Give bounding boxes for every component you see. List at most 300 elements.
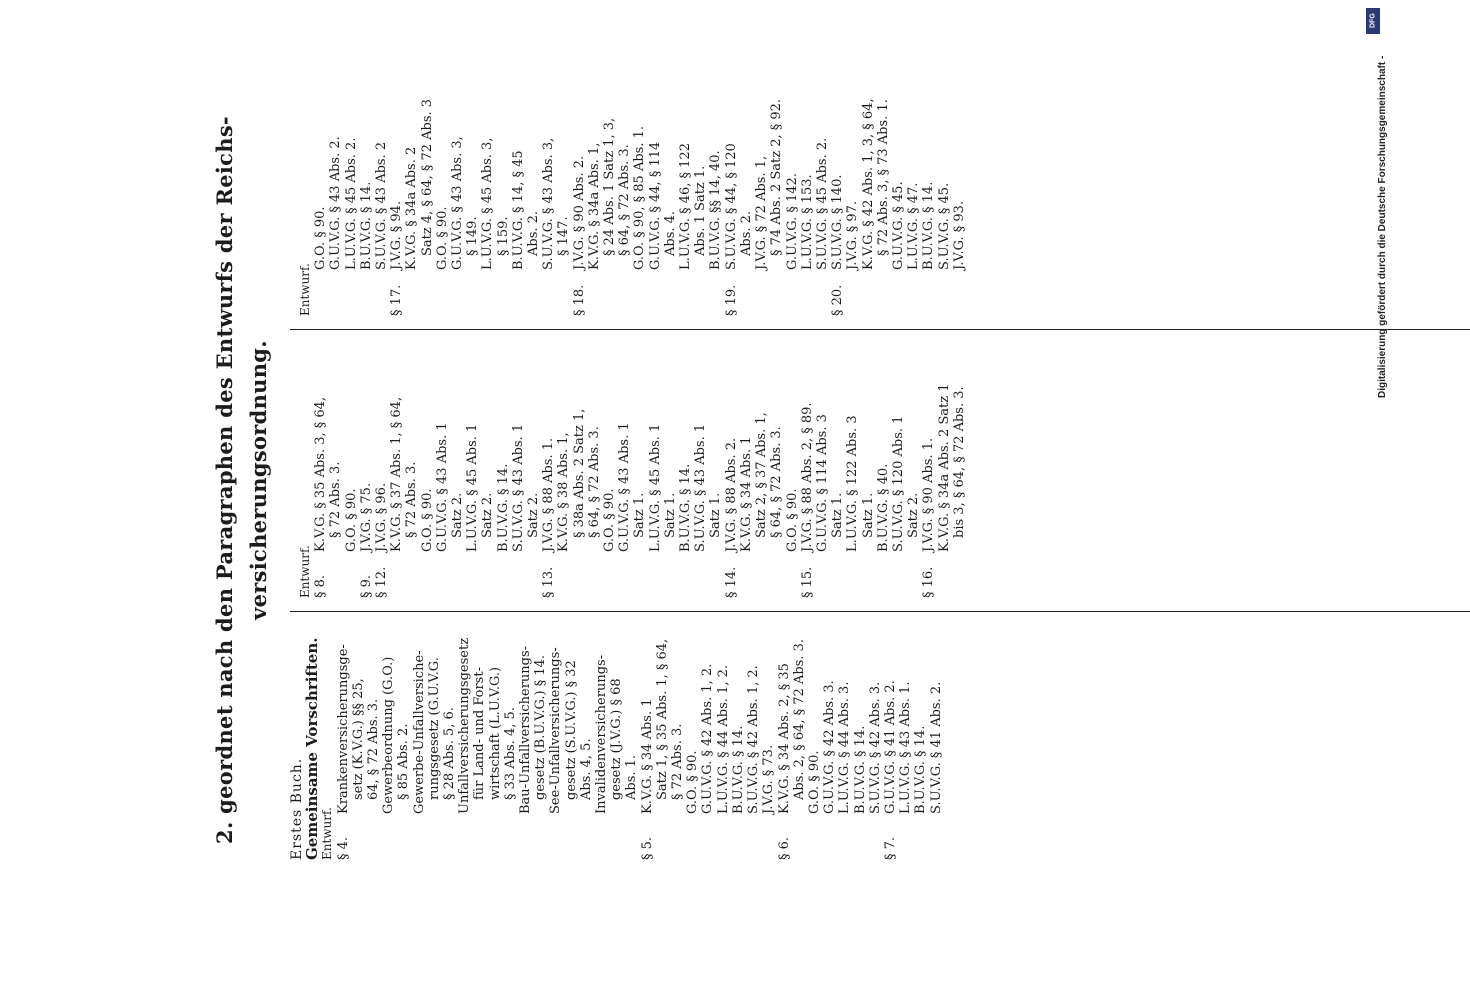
table-row	[404, 46, 434, 316]
reference-text	[800, 46, 815, 270]
table-row	[693, 343, 723, 598]
reference-line: J.V.G. § 88 Abs. 2, § 89.	[799, 402, 815, 552]
reference-line: Satz 2.	[480, 492, 496, 538]
paragraph-number	[952, 270, 967, 316]
reference-text	[511, 46, 541, 270]
table-row	[594, 615, 640, 860]
reference-text	[853, 615, 868, 814]
paragraph-number	[845, 552, 875, 598]
reference-line: L.U.V.G. § 45 Abs. 2.	[343, 137, 359, 270]
table-row	[785, 46, 800, 316]
reference-text	[381, 615, 411, 814]
reference-line: § 159.	[495, 216, 511, 256]
reference-line: S.U.V.G. § 43 Abs. 2	[374, 141, 390, 270]
table-row	[921, 343, 936, 598]
reference-line: J.V.G. § 96.	[374, 482, 390, 552]
reference-line: B.U.V.G. § 14.	[913, 725, 929, 814]
table-row	[807, 615, 822, 860]
table-row	[336, 615, 382, 860]
paragraph-number	[891, 270, 906, 316]
reference-text	[328, 46, 343, 270]
table-row	[724, 343, 739, 598]
paragraph-number: § 7.	[882, 836, 898, 860]
table-row	[587, 46, 633, 316]
paragraph-number	[785, 270, 800, 316]
reference-line: G.O. § 90.	[784, 488, 800, 552]
reference-text	[815, 46, 830, 270]
reference-text	[465, 343, 495, 552]
entwurf-label: Entwurf.	[298, 263, 312, 316]
reference-text	[404, 46, 434, 270]
reference-line: S.U.V.G. § 44, § 120	[723, 143, 739, 270]
reference-line: § 28 Abs. 5, 6.	[442, 707, 458, 800]
paragraph-number	[450, 270, 480, 316]
reference-line: J.V.G. § 90 Abs. 1.	[921, 437, 937, 552]
paragraph-number	[807, 814, 822, 860]
reference-line: G.O. § 90.	[685, 750, 701, 814]
reference-text	[761, 615, 776, 814]
dfg-text: Digitalisierung gefördert durch die Deutsche Forschungsgemeinschaft -	[1377, 55, 1388, 398]
paragraph-number: § 13.	[541, 566, 557, 598]
reference-line: Abs. 2.	[526, 210, 542, 256]
table-row	[648, 46, 678, 316]
paragraph-number	[700, 814, 715, 860]
paragraph-number	[632, 270, 647, 316]
reference-line: § 149.	[465, 216, 481, 256]
reference-line: S.U.V.G. § 43 Abs. 1	[510, 423, 526, 552]
reference-line: K.V.G. § 35 Abs. 3, § 64,	[313, 396, 329, 552]
reference-line: G.U.V.G. § 43 Abs. 1	[617, 422, 633, 552]
paragraph-number	[404, 270, 434, 316]
reference-line: J.V.G. § 93.	[951, 200, 967, 270]
reference-line: Krankenversicherungsge-	[335, 644, 351, 814]
paragraph-number	[548, 814, 594, 860]
paragraph-number	[594, 814, 640, 860]
table-row	[800, 46, 815, 316]
table-row	[420, 343, 435, 598]
reference-line: Satz 2.	[526, 492, 542, 538]
table-row	[640, 615, 686, 860]
reference-text	[344, 46, 359, 270]
reference-text	[822, 615, 837, 814]
paragraph-number: § 19.	[723, 284, 739, 316]
table-row	[457, 615, 518, 860]
reference-text	[724, 46, 754, 270]
reference-line: K.V.G. § 34a Abs. 2	[404, 146, 420, 270]
paragraph-number: § 6.	[776, 836, 792, 860]
column-rows	[313, 343, 967, 598]
paragraph-number	[937, 552, 967, 598]
paragraph-number: § 16.	[921, 566, 937, 598]
table-row	[785, 343, 800, 598]
reference-text	[511, 343, 541, 552]
reference-text	[587, 46, 633, 270]
table-row	[913, 615, 928, 860]
paragraph-number	[457, 814, 518, 860]
reference-line: § 64, § 72 Abs. 3.	[586, 426, 602, 538]
reference-text	[435, 343, 465, 552]
reference-line: Satz 1.	[708, 492, 724, 538]
reference-text	[313, 46, 328, 270]
paragraph-number: § 8.	[313, 574, 329, 598]
table-row	[754, 46, 784, 316]
reference-line: L.U.V.G. § 47.	[906, 182, 922, 270]
table-row	[678, 343, 693, 598]
paragraph-number	[678, 552, 693, 598]
reference-text	[746, 615, 761, 814]
reference-text	[937, 46, 952, 270]
table-row	[700, 615, 715, 860]
reference-line: L.U.V.G. § 43 Abs. 1.	[898, 681, 914, 814]
reference-line: L.U.V.G. § 45 Abs. 1	[647, 423, 663, 552]
reference-text	[913, 615, 928, 814]
reference-text	[837, 615, 852, 814]
paragraph-number	[511, 270, 541, 316]
reference-text	[389, 46, 404, 270]
rotated-page	[190, 40, 1390, 920]
reference-line: B.U.V.G. § 14.	[852, 725, 868, 814]
paragraph-number	[815, 270, 830, 316]
reference-line: L.U.V.G. § 45 Abs. 1	[465, 423, 481, 552]
reference-line: gesetz (B.U.V.G.) § 14.	[533, 654, 549, 800]
table-row	[937, 46, 952, 316]
table-row	[374, 46, 389, 316]
table-row	[389, 343, 419, 598]
table-row	[937, 343, 967, 598]
reference-line: Unfallversicherungsgesetz	[457, 637, 473, 814]
paragraph-number	[845, 270, 860, 316]
reference-text	[845, 343, 875, 552]
reference-line: L.U.V.G. § 46, § 122	[678, 143, 694, 270]
reference-line: S.U.V.G. § 45.	[936, 182, 952, 270]
reference-text	[815, 343, 845, 552]
paragraph-number	[648, 270, 678, 316]
table-row	[381, 615, 411, 860]
reference-text	[374, 343, 389, 552]
paragraph-number	[412, 814, 458, 860]
reference-text	[785, 343, 800, 552]
reference-text	[883, 615, 898, 814]
reference-text	[572, 46, 587, 270]
reference-text	[898, 615, 913, 814]
table-row	[724, 46, 754, 316]
reference-line: G.O. § 90, § 85 Abs. 1.	[632, 125, 648, 270]
reference-line: J.V.G. § 73.	[761, 744, 777, 814]
dfg-logo: DFG	[1366, 8, 1380, 34]
reference-line: § 24 Abs. 1 Satz 1, 3,	[602, 117, 618, 256]
reference-text	[632, 46, 647, 270]
table-row	[837, 615, 852, 860]
paragraph-number	[648, 552, 678, 598]
table-row	[845, 46, 860, 316]
reference-line: G.U.V.G. § 43 Abs. 1	[434, 422, 450, 552]
column-rows	[313, 46, 967, 316]
reference-line: G.U.V.G. § 41 Abs. 2.	[882, 680, 898, 814]
reference-line: § 72 Abs. 3.	[404, 461, 420, 538]
reference-text	[359, 46, 374, 270]
reference-text	[648, 46, 678, 270]
table-row	[777, 615, 807, 860]
table-row	[511, 343, 541, 598]
reference-text	[313, 343, 343, 552]
table-row	[344, 46, 359, 316]
paragraph-number	[541, 270, 571, 316]
column-rule	[290, 611, 1470, 612]
paragraph-number	[617, 552, 647, 598]
table-row	[708, 46, 723, 316]
table-row	[541, 343, 556, 598]
reference-line: J.V.G. § 88 Abs. 1.	[541, 437, 557, 552]
reference-text	[800, 343, 815, 552]
paragraph-number	[739, 552, 785, 598]
reference-line: § 74 Abs. 2 Satz 2, § 92.	[769, 98, 785, 256]
table-row	[822, 615, 837, 860]
reference-text	[678, 46, 708, 270]
paragraph-number	[359, 270, 374, 316]
reference-line: Satz 1, § 35 Abs. 1, § 64,	[654, 638, 670, 800]
reference-line: K.V.G. § 34 Abs. 1	[738, 436, 754, 552]
title-line-2: versicherungsordnung.	[246, 340, 271, 620]
paragraph-number	[518, 814, 548, 860]
table-row	[556, 343, 602, 598]
reference-line: G.U.V.G. § 114 Abs. 3	[814, 414, 830, 552]
reference-line: S.U.V.G. § 43 Abs. 3,	[541, 137, 557, 270]
table-row	[518, 615, 548, 860]
paragraph-number	[496, 552, 511, 598]
reference-text	[830, 46, 845, 270]
paragraph-number	[868, 814, 883, 860]
paragraph-number: § 14.	[723, 566, 739, 598]
paragraph-number	[313, 270, 328, 316]
reference-line: G.U.V.G. § 43 Abs. 3,	[450, 136, 466, 270]
paragraph-number	[876, 552, 891, 598]
reference-text	[921, 343, 936, 552]
reference-text	[617, 343, 647, 552]
reference-text	[700, 615, 715, 814]
reference-line: Satz 1.	[662, 492, 678, 538]
paragraph-number	[465, 552, 495, 598]
reference-line: J.V.G. § 94.	[389, 200, 405, 270]
reference-text	[336, 615, 382, 814]
table-row	[374, 343, 389, 598]
reference-line: K.V.G. § 34 Abs. 1	[639, 698, 655, 814]
reference-text	[420, 343, 435, 552]
paragraph-number	[822, 814, 837, 860]
column-rows	[336, 615, 944, 860]
paragraph-number	[913, 814, 928, 860]
reference-line: J.V.G. § 90 Abs. 2.	[571, 155, 587, 270]
reference-text	[548, 615, 594, 814]
table-row	[328, 46, 343, 316]
reference-text	[541, 343, 556, 552]
reference-line: G.U.V.G. § 43 Abs. 2.	[328, 136, 344, 270]
paragraph-number	[556, 552, 602, 598]
reference-text	[480, 46, 510, 270]
reference-line: L.U.V.G. § 44 Abs. 3.	[837, 681, 853, 814]
table-row	[830, 46, 845, 316]
reference-line: Satz 2.	[450, 492, 466, 538]
reference-line: Satz 1.	[860, 492, 876, 538]
reference-line: G.U.V.G. § 142.	[784, 173, 800, 270]
reference-text	[344, 343, 359, 552]
reference-line: G.U.V.G. § 42 Abs. 1, 2.	[700, 663, 716, 814]
reference-line: B.U.V.G. § 14, § 45	[510, 150, 526, 270]
reference-line: K.V.G. § 37 Abs. 1, § 64,	[389, 396, 405, 552]
paragraph-number: § 9.	[358, 574, 374, 598]
table-row	[359, 343, 374, 598]
reference-line: Satz 2.	[906, 492, 922, 538]
paragraph-number: § 4.	[335, 836, 351, 860]
reference-line: L.U.V.G. § 122 Abs. 3	[845, 415, 861, 552]
paragraph-number: § 20.	[830, 284, 846, 316]
table-row	[731, 615, 746, 860]
reference-line: Abs. 4.	[662, 210, 678, 256]
reference-line: Abs. 4, 5.	[578, 738, 594, 800]
reference-line: § 72 Abs. 3.	[328, 461, 344, 538]
reference-text	[921, 46, 936, 270]
reference-line: Abs. 2.	[738, 210, 754, 256]
paragraph-number	[716, 814, 731, 860]
section-heading: Gemeinsame Vorschriften.	[303, 637, 322, 860]
table-row	[480, 46, 510, 316]
reference-text	[541, 46, 571, 270]
table-row	[929, 615, 944, 860]
reference-line: setz (K.V.G.) §§ 25,	[350, 678, 366, 800]
table-row	[313, 46, 328, 316]
reference-line: Gewerbeordnung (G.O.)	[381, 656, 397, 814]
reference-text	[807, 615, 822, 814]
table-row	[716, 615, 731, 860]
reference-line: K.V.G. § 34a Abs. 1,	[586, 142, 602, 270]
paragraph-number: § 12.	[374, 566, 390, 598]
paragraph-number: § 17.	[389, 284, 405, 316]
reference-text	[594, 615, 640, 814]
table-row	[815, 46, 830, 316]
paragraph-number	[435, 552, 465, 598]
table-row	[921, 46, 936, 316]
reference-line: G.O. § 90.	[806, 750, 822, 814]
reference-text	[693, 343, 723, 552]
paragraph-number	[800, 270, 815, 316]
table-row	[541, 46, 571, 316]
reference-line: G.U.V.G. § 44, § 114	[647, 141, 663, 270]
reference-line: § 85 Abs. 2.	[396, 723, 412, 800]
reference-text	[359, 343, 374, 552]
reference-text	[891, 46, 906, 270]
reference-line: L.U.V.G. § 153.	[799, 174, 815, 270]
table-row	[496, 343, 511, 598]
table-row	[800, 343, 815, 598]
table-row	[861, 46, 891, 316]
table-row	[359, 46, 374, 316]
paragraph-number	[389, 552, 419, 598]
reference-text	[906, 46, 921, 270]
reference-line: § 72 Abs. 3.	[670, 723, 686, 800]
paragraph-number	[815, 552, 845, 598]
reference-text	[731, 615, 746, 814]
title-line-1: 2. geordnet nach den Paragraphen des Entwurfs der Reichs-	[212, 116, 237, 844]
reference-line: Abs. 2, § 64, § 72 Abs. 3.	[791, 639, 807, 800]
entwurf-label: Entwurf.	[320, 807, 335, 860]
reference-line: gesetz (J.V.G.) § 68	[609, 678, 625, 800]
paragraph-number	[693, 552, 723, 598]
reference-text	[602, 343, 617, 552]
reference-line: B.U.V.G. § 14.	[678, 463, 694, 552]
paragraph-number	[602, 552, 617, 598]
entwurf-label: Entwurf.	[298, 545, 312, 598]
reference-text	[648, 343, 678, 552]
reference-text	[496, 343, 511, 552]
table-row	[891, 343, 921, 598]
reference-line: B.U.V.G. § 14.	[358, 181, 374, 270]
reference-line: für Land- und Forst-	[472, 667, 488, 800]
table-row	[746, 615, 761, 860]
reference-line: S.U.V.G. § 43 Abs. 1	[693, 423, 709, 552]
reference-line: B.U.V.G. § 40.	[875, 463, 891, 552]
paragraph-number	[435, 270, 450, 316]
reference-line: S.U.V.G. § 41 Abs. 2.	[928, 681, 944, 814]
reference-line: § 72 Abs. 3, § 73 Abs. 1.	[875, 99, 891, 256]
paragraph-number	[898, 814, 913, 860]
table-row	[876, 343, 891, 598]
reference-text	[952, 46, 967, 270]
reference-line: K.V.G. § 38 Abs. 1,	[556, 432, 572, 552]
reference-text	[868, 615, 883, 814]
reference-line: § 38a Abs. 2 Satz 1,	[571, 408, 587, 538]
paragraph-number	[328, 270, 343, 316]
reference-line: G.U.V.G. § 45.	[890, 181, 906, 270]
reference-line: J.V.G. § 88 Abs. 2.	[723, 437, 739, 552]
table-row	[739, 343, 785, 598]
reference-line: Bau-Unfallversicherungs-	[518, 645, 534, 814]
reference-text	[457, 615, 518, 814]
reference-line: J.V.G. § 75.	[358, 482, 374, 552]
paragraph-number	[761, 814, 776, 860]
reference-line: K.V.G. § 34 Abs. 2, § 35	[776, 663, 792, 814]
reference-text	[556, 343, 602, 552]
table-row	[450, 46, 480, 316]
table-row	[602, 343, 617, 598]
reference-text	[716, 615, 731, 814]
paragraph-number: § 18.	[571, 284, 587, 316]
paragraph-number	[837, 814, 852, 860]
paragraph-number	[344, 552, 359, 598]
reference-line: S.U.V.G. § 120 Abs. 1	[890, 415, 906, 552]
table-row	[648, 343, 678, 598]
table-row	[845, 343, 875, 598]
paragraph-number	[921, 270, 936, 316]
reference-line: K.V.G. § 42 Abs. 1, 3, § 64,	[860, 98, 876, 270]
table-row	[465, 343, 495, 598]
table-row	[435, 343, 465, 598]
reference-line: Satz 2, § 37 Abs. 1,	[754, 412, 770, 538]
table-row	[632, 46, 647, 316]
reference-line: § 64, § 72 Abs. 3.	[617, 144, 633, 256]
table-row	[883, 615, 898, 860]
reference-line: B.U.V.G. § 14.	[730, 725, 746, 814]
reference-line: gesetz (S.U.V.G.) § 32	[563, 660, 579, 800]
paragraph-number: § 15.	[799, 566, 815, 598]
reference-line: S.U.V.G. § 42 Abs. 3.	[867, 681, 883, 814]
table-row	[868, 615, 883, 860]
reference-line: Abs. 1 Satz 1.	[693, 165, 709, 256]
table-row	[389, 46, 404, 316]
table-row	[617, 343, 647, 598]
reference-text	[891, 343, 921, 552]
table-row	[511, 46, 541, 316]
paragraph-number	[374, 270, 389, 316]
reference-text	[724, 343, 739, 552]
